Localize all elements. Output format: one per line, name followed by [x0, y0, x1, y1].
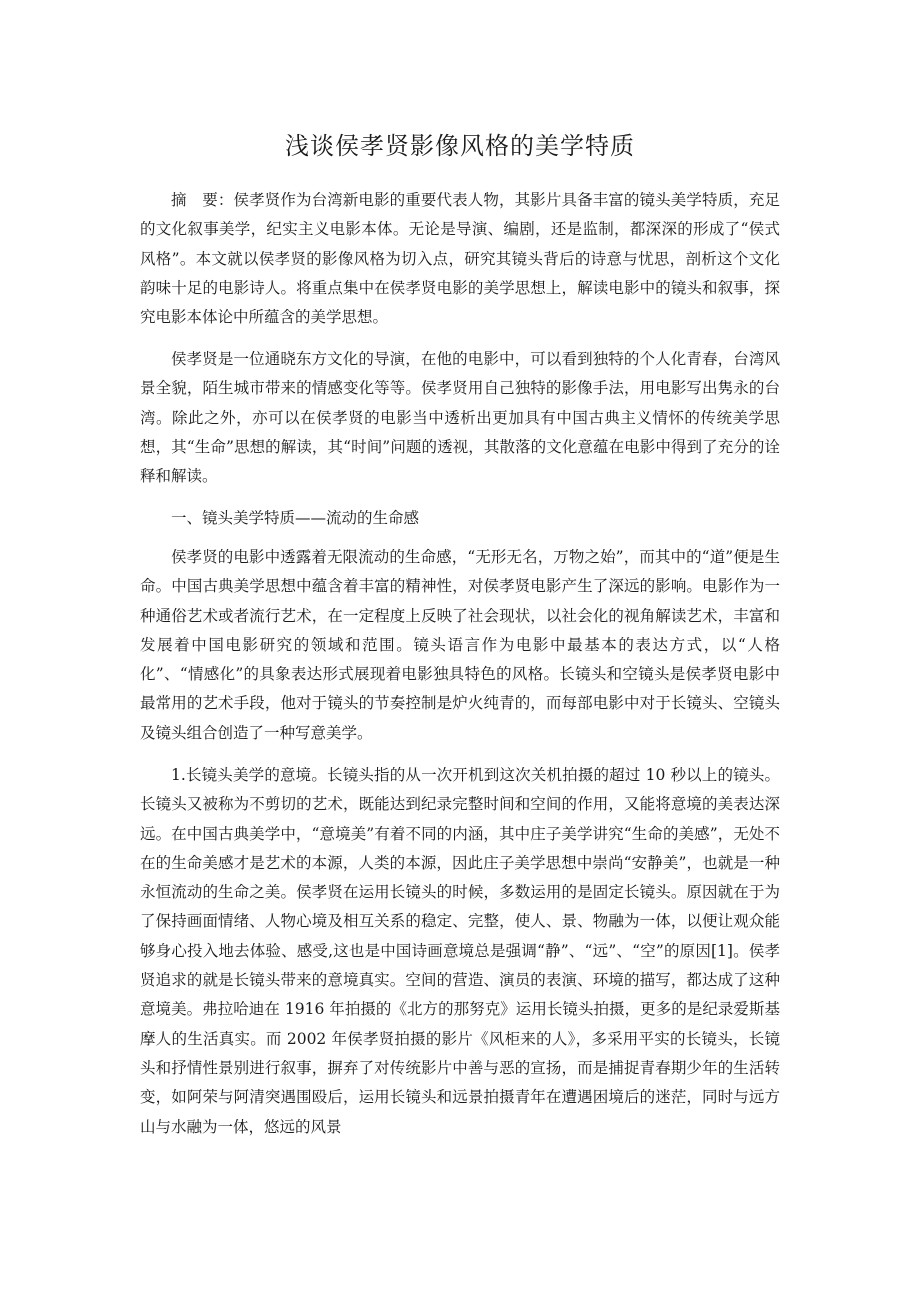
intro-paragraph: 侯孝贤是一位通晓东方文化的导演，在他的电影中，可以看到独特的个人化青春，台湾风景全貌，陌生城市带来的情感变化等等。侯孝贤用自己独特的影像手法，用电影写出隽永的台湾。除此之外，亦可以在侯孝贤的电影当中透析出更加具有中国古典主义情怀的传统美学思想，其“生命”思想的解读，其“时间”问题的透视，其散落的文化意蕴在电影中得到了充分的诠释和解读。 — [140, 350, 780, 486]
section-one-heading: 一、镜头美学特质——流动的生命感 — [171, 509, 420, 527]
document-title: 浅谈侯孝贤影像风格的美学特质 — [285, 132, 635, 160]
section-one-paragraph: 侯孝贤的电影中透露着无限流动的生命感，“无形无名，万物之始”，而其中的“道”便是生命。中国古典美学思想中蕴含着丰富的精神性，对侯孝贤电影产生了深远的影响。电影作为一种通俗艺术或者流行艺术，在一定程度上反映了社会现状，以社会化的视角解读艺术，丰富和发展着中国电影研究的领域和范围。镜头语言作为电影中最基本的表达方式，以“人格化”、“情感化”的具象表达形式展现着电影独具特色的风格。长镜头和空镜头是侯孝贤电影中最常用的艺术手段，他对于镜头的节奏控制是炉火纯青的，而每部电影中对于长镜头、空镜头及镜头组合创造了一种写意美学。 — [140, 548, 780, 742]
long-take-paragraph: 1.长镜头美学的意境。长镜头指的从一次开机到这次关机拍摄的超过 10 秒以上的镜头。长镜头又被称为不剪切的艺术，既能达到纪录完整时间和空间的作用，又能将意境的美表达深远。在中国古典美学中，“意境美”有着不同的内涵，其中庄子美学讲究“生命的美感”，无处不在的生命美感才是艺术的本源，人类的本源，因此庄子美学思想中崇尚“安静美”，也就是一种永恒流动的生命之美。侯孝贤在运用长镜头的时候，多数运用的是固定长镜头。原因就在于为了保持画面情绪、人物心境及相互关系的稳定、完整，使人、景、物融为一体，以便让观众能够身心投入地去体验、感受,这也是中国诗画意境总是强调“静”、“远”、“空”的原因[1]。侯孝贤追求的就是长镜头带来的意境真实。空间的营造、演员的表演、环境的描写，都达成了这种意境美。弗拉哈迪在 1916 年拍摄的《北方的那努克》运用长镜头拍摄，更多的是纪录爱斯基摩人的生活真实。而 2002 年侯孝贤拍摄的影片《风柜来的人》，多采用平实的长镜头，长镜头和抒情性景别进行叙事，摒弃了对传统影片中善与恶的宣扬，而是捕捉青春期少年的生活转变，如阿荣与阿清突遇围殴后，运用长镜头和远景拍摄青年在遭遇困境后的迷茫，同时与远方山与水融为一体，悠远的风景 — [140, 766, 780, 1136]
abstract-paragraph: 摘 要：侯孝贤作为台湾新电影的重要代表人物，其影片具备丰富的镜头美学特质，充足的文化叙事美学，纪实主义电影本体。无论是导演、编剧，还是监制，都深深的形成了“侯式风格”。本文就以侯孝贤的影像风格为切入点，研究其镜头背后的诗意与忧思，剖析这个文化韵味十足的电影诗人。将重点集中在侯孝贤电影的美学思想上，解读电影中的镜头和叙事，探究电影本体论中所蕴含的美学思想。 — [140, 191, 780, 327]
